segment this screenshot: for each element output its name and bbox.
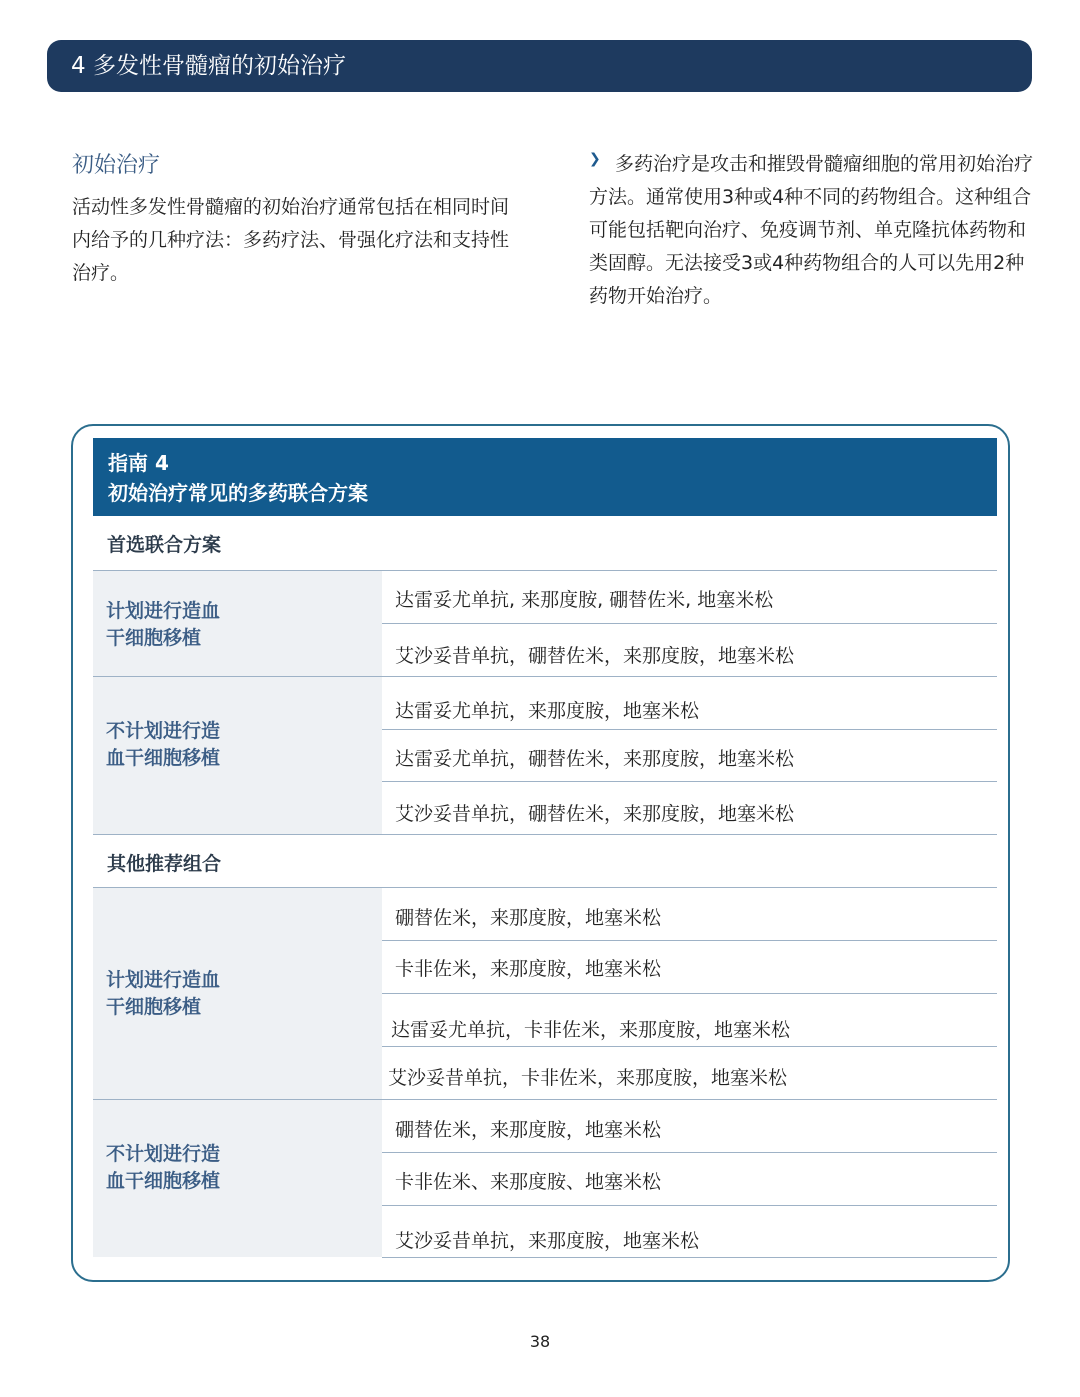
group-label-line: 计划进行造血 — [106, 969, 221, 991]
section-divider — [93, 834, 997, 835]
group-label — [106, 967, 220, 1021]
group-label-cell — [93, 677, 382, 834]
guide-title: 初始治疗常见的多药联合方案 — [108, 481, 368, 505]
row-divider — [382, 623, 997, 624]
regimen-option: 卡非佐米，来那度胺，地塞米松 — [395, 958, 662, 980]
intro-left — [72, 148, 522, 290]
row-divider — [382, 1205, 997, 1206]
row-divider — [382, 1152, 997, 1153]
regimen-option: 达雷妥尤单抗，来那度胺，地塞米松 — [395, 700, 700, 722]
regimen-option: 硼替佐米，来那度胺，地塞米松 — [395, 907, 662, 929]
bullet-text: 多药治疗是攻击和摧毁骨髓瘤细胞的常用初始治疗方法。通常使用3种或4种不同的药物组合。这种组合可能包括靶向治疗、免疫调节剂、单克隆抗体药物和类固醇。无法接受3或4种药物组合的人可以先用2种药物开始治疗。 — [589, 153, 1034, 307]
group-label — [106, 718, 220, 772]
row-divider — [382, 729, 997, 730]
group-label-line: 血干细胞移植 — [106, 1170, 221, 1192]
regimen-option: 硼替佐米，来那度胺，地塞米松 — [395, 1119, 662, 1141]
section-title-other: 其他推荐组合 — [107, 853, 222, 875]
page-number: 38 — [529, 1332, 551, 1351]
regimen-option: 达雷妥尤单抗，卡非佐米，来那度胺，地塞米松 — [391, 1019, 791, 1041]
intro-paragraph: 活动性多发性骨髓瘤的初始治疗通常包括在相同时间内给予的几种疗法：多药疗法、骨强化疗法和支持性治疗。 — [72, 196, 510, 284]
group-label-line: 计划进行造血 — [106, 600, 221, 622]
group-label-line: 不计划进行造 — [106, 1143, 221, 1165]
guide-header — [93, 438, 997, 516]
row-divider — [382, 940, 997, 941]
row-divider — [382, 1046, 997, 1047]
group-label-line: 干细胞移植 — [106, 996, 202, 1018]
regimen-option: 达雷妥尤单抗，硼替佐米，来那度胺，地塞米松 — [395, 748, 795, 770]
guide-number: 指南 4 — [108, 451, 169, 475]
regimen-option: 艾沙妥昔单抗，硼替佐米，来那度胺，地塞米松 — [395, 803, 795, 825]
group-label-cell — [93, 888, 382, 1099]
group-label — [106, 1141, 220, 1195]
bullet-item — [589, 148, 1039, 313]
group-label-cell — [93, 571, 382, 676]
row-divider — [382, 993, 997, 994]
group-label-cell — [93, 1100, 382, 1257]
regimen-option: 艾沙妥昔单抗，硼替佐米，来那度胺，地塞米松 — [395, 645, 795, 667]
chapter-title: 4 多发性骨髓瘤的初始治疗 — [71, 53, 346, 79]
chapter-header — [47, 40, 1032, 92]
section-heading: 初始治疗 — [72, 153, 161, 178]
regimen-option: 艾沙妥昔单抗，卡非佐米，来那度胺，地塞米松 — [388, 1067, 788, 1089]
group-label — [106, 598, 220, 652]
group-label-line: 干细胞移植 — [106, 627, 202, 649]
intro-right — [589, 148, 1039, 313]
regimen-option: 达雷妥尤单抗, 来那度胺, 硼替佐米, 地塞米松 — [395, 589, 774, 611]
group-label-line: 不计划进行造 — [106, 720, 221, 742]
section-title-preferred: 首选联合方案 — [107, 534, 222, 556]
regimen-option: 卡非佐米、来那度胺、地塞米松 — [395, 1171, 662, 1193]
row-divider — [382, 781, 997, 782]
regimen-option: 艾沙妥昔单抗，来那度胺，地塞米松 — [395, 1230, 700, 1252]
group-label-line: 血干细胞移植 — [106, 747, 221, 769]
chevron-right-icon: ❯ — [589, 151, 601, 167]
row-divider — [382, 1257, 997, 1258]
